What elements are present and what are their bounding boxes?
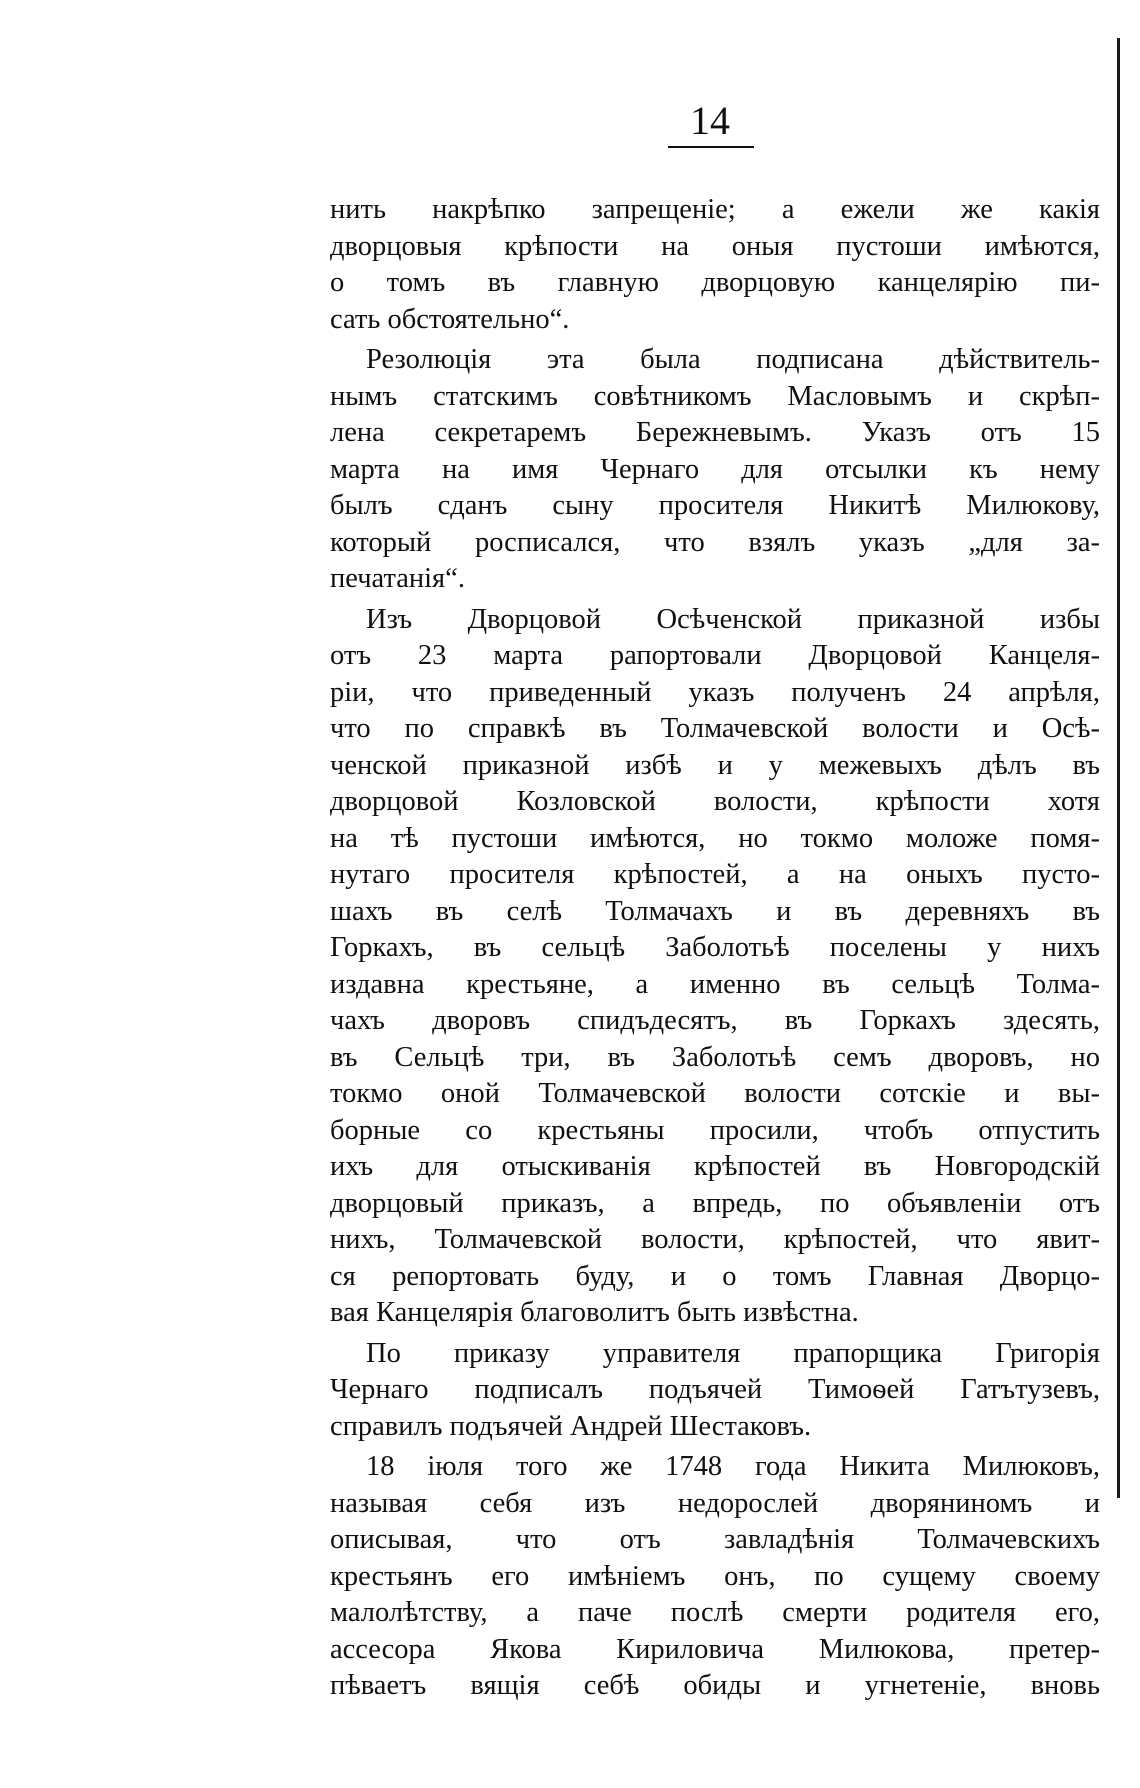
text-line: называя себя изъ недорослей дворяниномъ и — [330, 1487, 1100, 1519]
text-line: въ Сельцѣ три, въ Заболотьѣ семъ дворовъ, но — [330, 1041, 1100, 1073]
text-line: ся репортовать буду, и о томъ Главная Дворцо- — [330, 1260, 1100, 1292]
text-line: ассесора Якова Кириловича Милюкова, претер- — [330, 1633, 1100, 1665]
text-line: ченской приказной избѣ и у межевыхъ дѣлъ въ — [330, 749, 1100, 781]
text-line: Чернаго подписалъ подъячей Тимоѳей Гатътузевъ, — [330, 1374, 1100, 1405]
text-line: лена секретаремъ Бережневымъ. Указъ отъ 15 — [330, 417, 1100, 448]
text-line: чахъ дворовъ спидъдесятъ, въ Горкахъ здесять, — [330, 1005, 1100, 1036]
text-line: малолѣтству, а паче послѣ смерти родителя его, — [330, 1597, 1100, 1628]
text-line: По приказу управителя прапорщика Григорія — [366, 1337, 1100, 1369]
text-line: нить накрѣпко запрещеніе; а ежели же какія — [330, 194, 1100, 225]
text-line: печатанія“. — [330, 563, 465, 594]
text-line: издавна крестьяне, а именно въ сельцѣ Толма- — [330, 968, 1100, 1000]
text-line: Резолюція эта была подписана дѣйствитель- — [366, 344, 1100, 375]
text-line: пѣваетъ вящія себѣ обиды и угнетеніе, вновь — [330, 1670, 1100, 1701]
text-line: отъ 23 марта рапортовали Дворцовой Канцеля- — [330, 640, 1100, 671]
text-line: ріи, что приведенный указъ полученъ 24 апрѣля, — [330, 676, 1100, 708]
page-edge-line — [1117, 38, 1120, 1498]
text-line: борные со крестьяны просили, чтобъ отпустить — [330, 1114, 1100, 1146]
text-line: дворцовый приказъ, а впредь, по объявленіи отъ — [330, 1187, 1100, 1219]
page-number: 14 — [690, 98, 730, 143]
text-line: марта на имя Чернаго для отсылки къ нему — [330, 453, 1100, 485]
text-line: что по справкѣ въ Толмачевской волости и Осѣ- — [330, 713, 1100, 744]
text-line: токмо оной Толмачевской волости сотскіе и вы- — [330, 1078, 1100, 1109]
text-line: сать обстоятельно“. — [330, 303, 570, 335]
page-number-rule — [668, 146, 754, 148]
text-line: о томъ въ главную дворцовую канцелярію пи- — [330, 267, 1100, 298]
text-line: справилъ подъячей Андрей Шестаковъ. — [330, 1410, 812, 1442]
paragraph — [330, 1449, 1100, 1705]
text-line: вая Канцелярія благоволитъ быть извѣстна. — [330, 1297, 859, 1328]
text-line: нихъ, Толмачевской волости, крѣпостей, что явит- — [330, 1224, 1100, 1255]
text-line: 18 іюля того же 1748 года Никита Милюковъ, — [366, 1451, 1100, 1482]
text-line: Изъ Дворцовой Осѣченской приказной избы — [366, 603, 1100, 635]
text-line: дворцовой Козловской волости, крѣпости хотя — [330, 786, 1100, 817]
text-line: нутаго просителя крѣпостей, а на оныхъ пусто- — [330, 859, 1100, 890]
paragraph — [330, 602, 1100, 1332]
text-line: крестьянъ его имѣніемъ онъ, по сущему своему — [330, 1560, 1100, 1592]
text-line: шахъ въ селѣ Толмачахъ и въ деревняхъ въ — [330, 895, 1100, 927]
text-line: на тѣ пустоши имѣются, но токмо моложе помя- — [330, 822, 1100, 854]
text-line: былъ сданъ сыну просителя Никитѣ Милюкову, — [330, 490, 1100, 521]
text-line: ихъ для отыскиванія крѣпостей въ Новгородскій — [330, 1151, 1100, 1182]
text-line: нымъ статскимъ совѣтникомъ Масловымъ и скрѣп- — [330, 380, 1100, 412]
body-text — [330, 192, 1100, 1705]
text-line: Горкахъ, въ сельцѣ Заболотьѣ поселены у нихъ — [330, 932, 1100, 963]
paragraph — [330, 342, 1100, 598]
paragraph — [330, 192, 1100, 338]
text-line: дворцовыя крѣпости на оныя пустоши имѣются, — [330, 230, 1100, 262]
paragraph — [330, 1336, 1100, 1446]
text-line: который росписался, что взялъ указъ „для за- — [330, 526, 1100, 558]
text-line: описывая, что отъ завладѣнія Толмачевскихъ — [330, 1524, 1100, 1555]
